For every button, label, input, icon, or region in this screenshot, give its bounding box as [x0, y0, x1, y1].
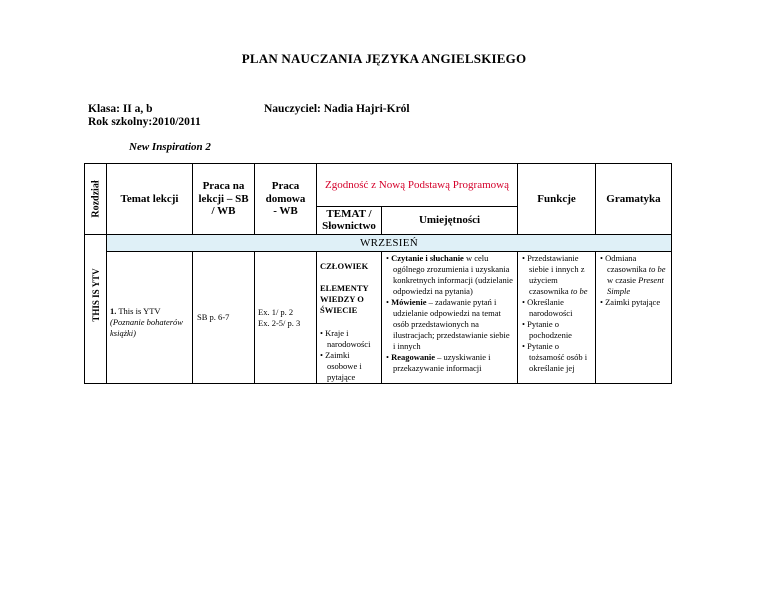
theme-bullet: • Zaimki osobowe i pytające — [320, 350, 378, 383]
function-item: • Pytanie o tożsamość osób i określanie jej — [522, 341, 591, 374]
topic-title: This is YTV — [118, 306, 161, 317]
document-title: PLAN NAUCZANIA JĘZYKA ANGIELSKIEGO — [241, 51, 527, 66]
function-item: • Pytanie o pochodzenie — [522, 319, 591, 341]
homework-cell — [255, 252, 317, 384]
month-band: WRZESIEŃ — [107, 235, 672, 252]
header-topic: Temat lekcji — [107, 164, 193, 235]
theme-1: CZŁOWIEK — [320, 261, 369, 271]
classwork-cell — [193, 252, 255, 384]
homework-item-1: Ex. 1/ p. 2 — [258, 306, 294, 317]
chapter-cell: THIS IS YTV — [85, 235, 107, 384]
function-item: • Określanie narodowości — [522, 297, 591, 319]
classwork-value: SB p. 6-7 — [197, 312, 230, 323]
header-theme: TEMAT / Słownictwo — [317, 206, 382, 234]
theme-bullet: • Kraje i narodowości — [320, 328, 378, 350]
function-item: • Przedstawianie siebie i innych z użyciem czasownika to be — [522, 253, 591, 297]
grammar-cell — [596, 252, 672, 384]
header-curriculum: Zgodność z Nową Podstawą Programową — [317, 164, 518, 207]
header-functions: Funkcje — [518, 164, 596, 235]
header-grammar: Gramatyka — [596, 164, 672, 235]
header-chapter: Rozdział — [85, 164, 107, 235]
class-label: Klasa: II a, b — [88, 103, 153, 115]
topic-cell — [107, 252, 193, 384]
header-homework: Praca domowa - WB — [255, 164, 317, 235]
topic-number: 1. — [110, 306, 117, 317]
header-classwork: Praca na lekcji – SB / WB — [193, 164, 255, 235]
theme-2: ELEMENTY WIEDZY O ŚWIECIE — [320, 283, 369, 316]
homework-item-2: Ex. 2-5/ p. 3 — [258, 317, 301, 328]
grammar-item: • Odmiana czasownika to be w czasie Present Simple — [600, 253, 667, 297]
functions-cell — [518, 252, 596, 384]
header-skills: Umiejętności — [382, 206, 518, 234]
skill-item: • Reagowanie – uzyskiwanie i przekazywanie informacji — [386, 352, 513, 374]
skill-item: • Mówienie – zadawanie pytań i udzielanie odpowiedzi na temat osób przedstawionych na ilustracjach; przedstawianie siebie i innych — [386, 297, 513, 352]
lesson-plan-table — [84, 163, 672, 384]
topic-note: (Poznanie bohaterów książki) — [110, 317, 183, 339]
teacher-label: Nauczyciel: Nadia Hajri-Król — [264, 103, 410, 115]
grammar-item: • Zaimki pytające — [600, 297, 667, 308]
textbook-title: New Inspiration 2 — [129, 141, 211, 153]
theme-cell — [317, 252, 382, 384]
skill-item: • Czytanie i słuchanie w celu ogólnego zrozumienia i uzyskania konkretnych informacji (udzielanie odpowiedzi na pytania) — [386, 253, 513, 297]
skills-cell — [382, 252, 518, 384]
school-year-label: Rok szkolny:2010/2011 — [88, 116, 201, 128]
